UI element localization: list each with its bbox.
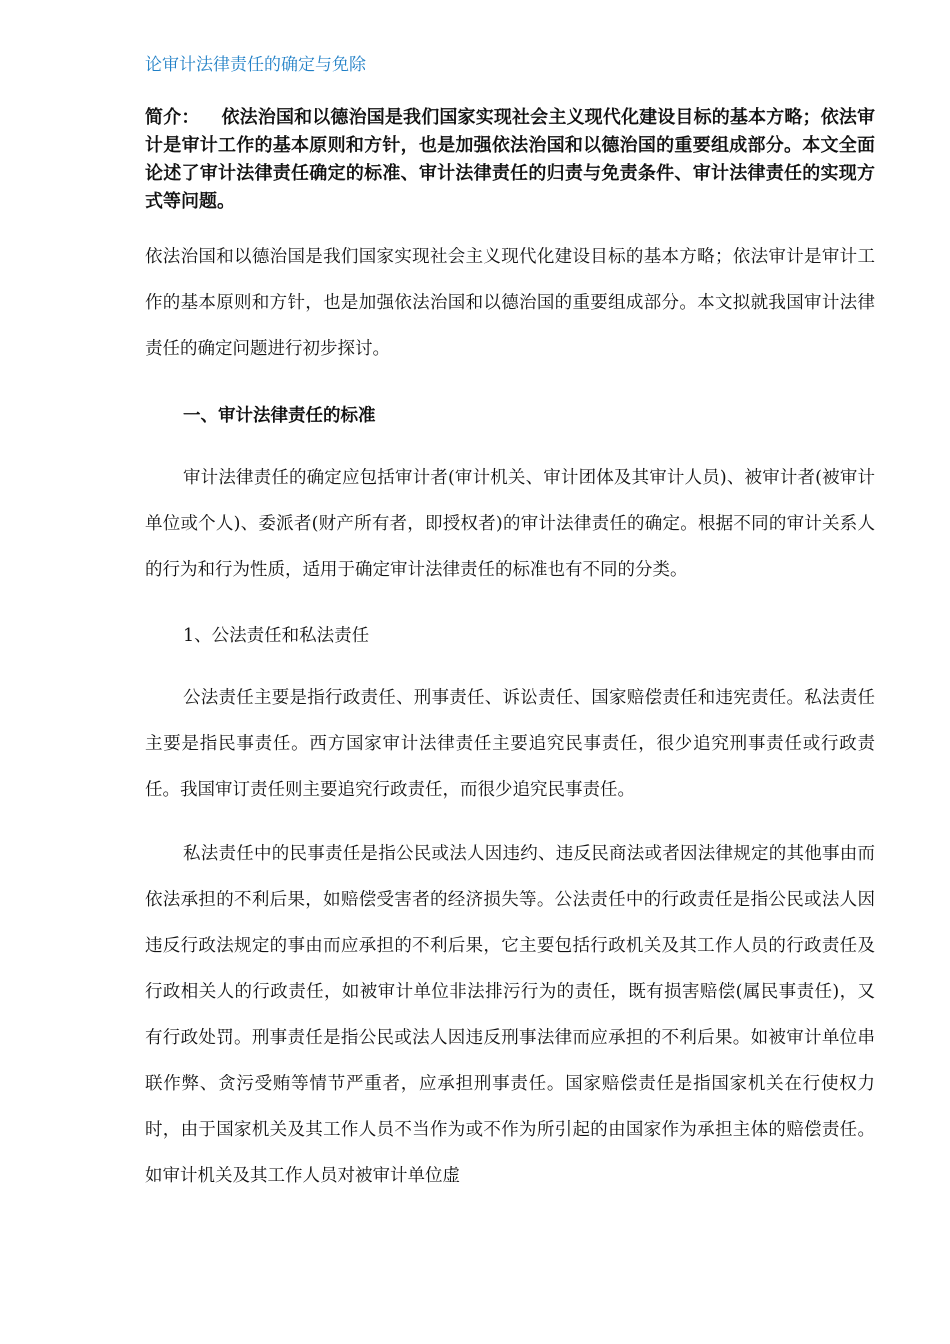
subsection-heading: 1、公法责任和私法责任: [183, 626, 370, 646]
section-paragraph: 审计法律责任的确定应包括审计者(审计机关、审计团体及其审计人员)、被审计者(被审计单位或个人)、委派者(财产所有者，即授权者)的审计法律责任的确定。根据不同的审计关系人的行为和行为性质，适用于确定审计法律责任的标准也有不同的分类。: [145, 468, 875, 580]
subsection-paragraph-2: 私法责任中的民事责任是指公民或法人因违约、违反民商法或者因法律规定的其他事由而依法承担的不利后果，如赔偿受害者的经济损失等。公法责任中的行政责任是指公民或法人因违反行政法规定的事由而应承担的不利后果，它主要包括行政机关及其工作人员的行政责任及行政相关人的行政责任，如被审计单位非法排污行为的责任，既有损害赔偿(属民事责任)，又有行政处罚。刑事责任是指公民或法人因违反刑事法律而应承担的不利后果。如被审计单位串联作弊、贪污受贿等情节严重者，应承担刑事责任。国家赔偿责任是指国家机关在行使权力时，由于国家机关及其工作人员不当作为或不作为所引起的由国家作为承担主体的赔偿责任。如审计机关及其工作人员对被审计单位虚: [145, 844, 875, 1186]
document-title: 论审计法律责任的确定与免除: [145, 55, 366, 75]
section-heading: 一、审计法律责任的标准: [183, 406, 376, 426]
abstract: [145, 104, 875, 216]
intro-paragraph: 依法治国和以德治国是我们国家实现社会主义现代化建设目标的基本方略；依法审计是审计工作的基本原则和方针，也是加强依法治国和以德治国的重要组成部分。本文拟就我国审计法律责任的确定问题进行初步探讨。: [145, 247, 875, 359]
abstract-text: 依法治国和以德治国是我们国家实现社会主义现代化建设目标的基本方略；依法审计是审计工作的基本原则和方针，也是加强依法治国和以德治国的重要组成部分。本文全面论述了审计法律责任确定的标准、审计法律责任的归责与免责条件、审计法律责任的实现方式等问题。: [145, 107, 876, 212]
abstract-label: 简介：: [145, 107, 200, 128]
subsection-paragraph-1: 公法责任主要是指行政责任、刑事责任、诉讼责任、国家赔偿责任和违宪责任。私法责任主要是指民事责任。西方国家审计法律责任主要追究民事责任，很少追究刑事责任或行政责任。我国审订责任则主要追究行政责任，而很少追究民事责任。: [145, 688, 875, 800]
